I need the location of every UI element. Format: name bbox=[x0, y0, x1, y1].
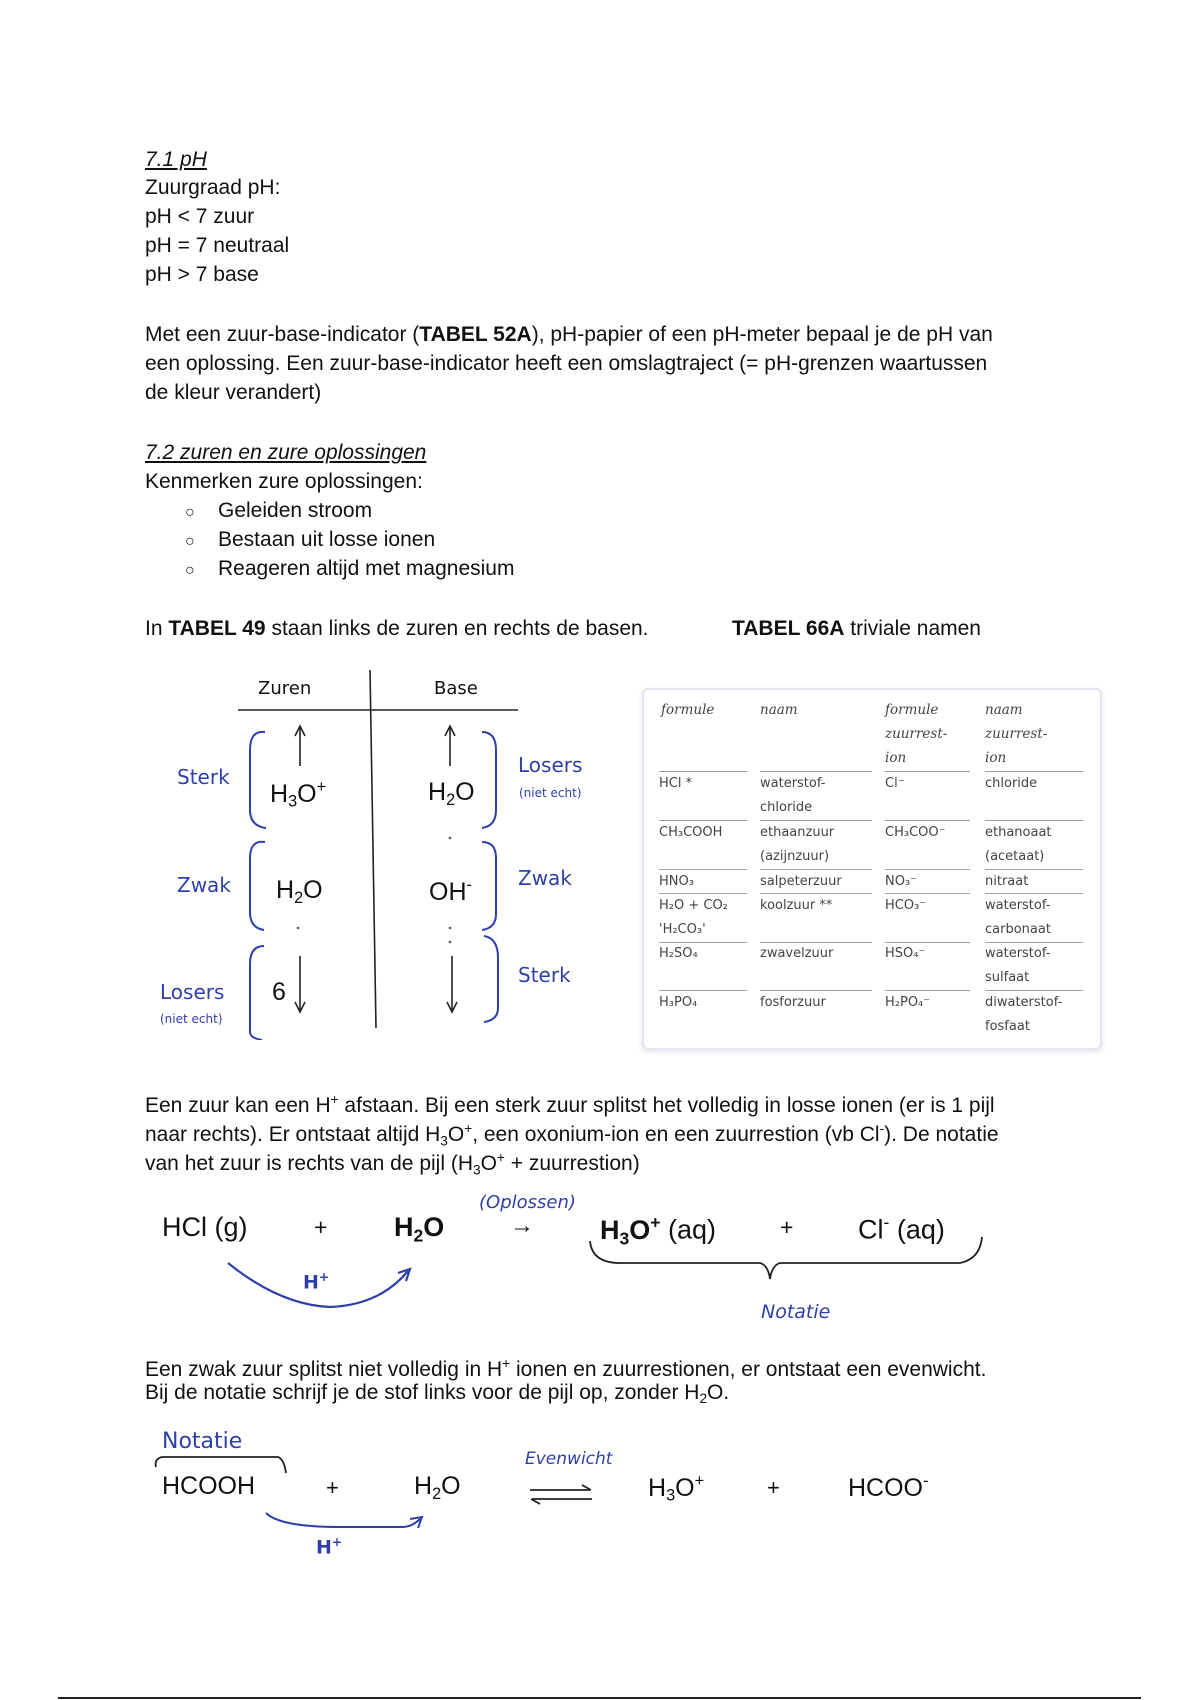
reaction1-product-chloride bbox=[858, 1212, 945, 1246]
table-header: naam bbox=[985, 702, 1023, 718]
label-niet-echt: (niet echt) bbox=[519, 786, 582, 800]
text-run: Bij de notatie schrijf je de stof links voor de pijl op, zonder H bbox=[145, 1381, 700, 1404]
indicator-paragraph-line: een oplossing. Een zuur-base-indicator heeft een omslagtraject (= pH-grenzen waartussen bbox=[145, 352, 988, 375]
table-cell: waterstof- bbox=[760, 776, 826, 791]
formula-part: H bbox=[394, 1212, 414, 1242]
reaction-arrow-icon: → bbox=[510, 1212, 534, 1239]
list-item bbox=[145, 496, 372, 527]
table-cell: NO₃⁻ bbox=[885, 874, 918, 889]
table-header: ion bbox=[885, 750, 907, 766]
formula-part: H bbox=[276, 876, 295, 904]
formula-part: H bbox=[648, 1473, 667, 1502]
table-cell: zwavelzuur bbox=[760, 946, 834, 961]
label-zwak-zuur: Zwak bbox=[177, 873, 231, 897]
indicator-paragraph-line: de kleur verandert) bbox=[145, 381, 322, 404]
list-item bbox=[145, 554, 514, 585]
subscript: 2 bbox=[294, 888, 304, 907]
subscript: 3 bbox=[472, 1162, 481, 1178]
table-66a bbox=[642, 688, 1102, 1050]
table-cell: waterstof- bbox=[985, 946, 1051, 961]
text-run: afstaan. Bij een sterk zuur splitst het volledig in losse ionen (er is 1 pijl bbox=[338, 1094, 995, 1118]
table-cell: fosfaat bbox=[985, 1019, 1030, 1034]
superscript: - bbox=[883, 1212, 890, 1232]
formula-part: H bbox=[270, 779, 289, 808]
list-item bbox=[145, 525, 435, 556]
table-cell: salpeterzuur bbox=[760, 874, 842, 889]
text-run: Een zuur kan een H bbox=[145, 1094, 331, 1118]
table-cell: (acetaat) bbox=[985, 849, 1045, 864]
formula-part: (aq) bbox=[889, 1214, 945, 1245]
kenmerken-intro: Kenmerken zure oplossingen: bbox=[145, 470, 423, 493]
formula-part: O bbox=[423, 1212, 445, 1242]
formula-part: O bbox=[303, 876, 323, 904]
weak-acid-paragraph-line bbox=[145, 1378, 729, 1413]
table-cell: diwaterstof- bbox=[985, 995, 1063, 1010]
reaction2-product-formate bbox=[848, 1472, 928, 1503]
formula-part: O bbox=[441, 1472, 461, 1500]
table-header: formule bbox=[885, 702, 939, 718]
superscript: + bbox=[316, 778, 327, 796]
ph-line: pH > 7 base bbox=[145, 263, 259, 286]
table-cell: carbonaat bbox=[985, 922, 1051, 937]
reaction1-water bbox=[394, 1212, 444, 1246]
tabel66-line bbox=[732, 614, 981, 643]
table-cell: H₂PO₄⁻ bbox=[885, 995, 931, 1010]
table-cell: fosforzuur bbox=[760, 995, 826, 1010]
list-item-text: Reageren altijd met magnesium bbox=[218, 557, 515, 580]
table-cell: HSO₄⁻ bbox=[885, 946, 926, 961]
tabel49-line bbox=[145, 614, 649, 643]
table-cell: 'H₂CO₃' bbox=[659, 922, 706, 937]
formula-part: H bbox=[316, 1536, 332, 1559]
text-run: + zuurrestion) bbox=[504, 1152, 640, 1176]
table-header: naam bbox=[760, 702, 798, 718]
text-run: triviale namen bbox=[844, 617, 981, 640]
subscript: 2 bbox=[446, 790, 456, 809]
superscript: - bbox=[923, 1472, 929, 1490]
reaction1-reactant: HCl (g) bbox=[162, 1212, 248, 1242]
plus-sign: + bbox=[780, 1214, 794, 1240]
formula-part: H bbox=[600, 1214, 620, 1245]
plus-sign: + bbox=[314, 1214, 328, 1240]
label-sterk-base: Sterk bbox=[518, 963, 571, 987]
ph-line: pH = 7 neutraal bbox=[145, 234, 290, 257]
reaction2-water bbox=[414, 1472, 461, 1504]
text-run: O bbox=[480, 1152, 497, 1176]
text-run: staan links de zuren en rechts de basen. bbox=[265, 617, 649, 640]
formula-part: O bbox=[455, 778, 475, 806]
table-cell: CH₃COOH bbox=[659, 825, 723, 840]
subscript: 3 bbox=[666, 1486, 676, 1505]
text-run: , een oxonium-ion en een zuurrestion (vb Cl bbox=[472, 1123, 880, 1147]
superscript: - bbox=[879, 1121, 885, 1136]
table-cell: HCO₃⁻ bbox=[885, 898, 927, 913]
page-footer-divider bbox=[58, 1697, 1141, 1699]
formula-weakest-acid: 6 bbox=[272, 978, 286, 1006]
list-item-text: Bestaan uit losse ionen bbox=[218, 528, 436, 551]
table-header: zuurrest- bbox=[885, 726, 948, 742]
reaction2-product-oxonium bbox=[648, 1472, 704, 1506]
superscript: + bbox=[502, 1356, 511, 1371]
section-heading-zuren: 7.2 zuren en zure oplossingen bbox=[145, 441, 427, 464]
text-run: ionen en zuurrestionen, er ontstaat een evenwicht. bbox=[510, 1358, 987, 1382]
superscript: + bbox=[650, 1212, 661, 1232]
subscript: 3 bbox=[440, 1133, 448, 1149]
subscript: 2 bbox=[432, 1484, 442, 1503]
plus-sign: + bbox=[326, 1475, 339, 1500]
table-cell: H₂O + CO₂ bbox=[659, 898, 728, 913]
reaction1-h-transfer bbox=[303, 1270, 329, 1293]
formula-part: H bbox=[414, 1472, 433, 1500]
subscript: 3 bbox=[619, 1227, 630, 1248]
label-sterk-zuur: Sterk bbox=[177, 765, 230, 789]
table-cell: koolzuur ** bbox=[760, 898, 833, 913]
column-header-zuren: Zuren bbox=[258, 678, 312, 699]
text-run: ). De notatie bbox=[884, 1123, 999, 1147]
formula-water-base bbox=[428, 778, 475, 810]
superscript: + bbox=[694, 1472, 705, 1490]
superscript: + bbox=[331, 1535, 343, 1549]
table-header: ion bbox=[985, 750, 1007, 766]
formula-part: H bbox=[303, 1271, 319, 1294]
table-cell: H₃PO₄ bbox=[659, 995, 698, 1010]
column-header-base: Base bbox=[434, 678, 478, 699]
reaction1-notatie-label: Notatie bbox=[761, 1301, 831, 1323]
text-run: In bbox=[145, 617, 169, 640]
table-reference: TABEL 49 bbox=[168, 617, 266, 640]
text-run: O bbox=[447, 1123, 465, 1147]
bullet-icon: ○ bbox=[185, 504, 195, 521]
formula-part: O bbox=[297, 779, 317, 808]
formula-part: H bbox=[428, 778, 447, 806]
label-niet-echt: (niet echt) bbox=[160, 1012, 223, 1026]
list-item-text: Geleiden stroom bbox=[218, 499, 373, 522]
ph-line: Zuurgraad pH: bbox=[145, 176, 281, 199]
formula-oxonium bbox=[270, 778, 326, 812]
table-cell: H₂SO₄ bbox=[659, 946, 698, 961]
label-losers-base: Losers bbox=[518, 753, 583, 777]
formula-part: O bbox=[675, 1473, 695, 1502]
table-reference: TABEL 66A bbox=[732, 617, 845, 640]
text-run: naar rechts). Er ontstaat altijd H bbox=[145, 1123, 441, 1147]
formula-part: (aq) bbox=[660, 1214, 717, 1245]
table-cell: chloride bbox=[760, 800, 813, 815]
superscript: + bbox=[318, 1270, 330, 1284]
superscript: + bbox=[464, 1121, 473, 1136]
strong-acid-paragraph-line bbox=[145, 1143, 640, 1184]
table-header: formule bbox=[661, 702, 715, 718]
subscript: 3 bbox=[288, 792, 298, 811]
label-losers-zuur: Losers bbox=[160, 980, 225, 1004]
plus-sign: + bbox=[767, 1475, 780, 1500]
text-run: O. bbox=[707, 1381, 730, 1404]
text-run: Een zwak zuur splitst niet volledig in H bbox=[145, 1358, 503, 1382]
reaction2-h-transfer bbox=[316, 1535, 342, 1558]
ph-line: pH < 7 zuur bbox=[145, 205, 255, 228]
formula-part: Cl bbox=[858, 1214, 884, 1245]
bullet-icon: ○ bbox=[185, 562, 195, 579]
subscript: 2 bbox=[413, 1225, 424, 1246]
formula-hydroxide bbox=[429, 876, 472, 907]
superscript: + bbox=[330, 1092, 339, 1107]
table-cell: HCl * bbox=[659, 776, 693, 791]
formula-part: OH bbox=[429, 877, 467, 906]
reaction2-notatie-label: Notatie bbox=[162, 1429, 243, 1454]
superscript: - bbox=[466, 876, 472, 894]
table-cell: HNO₃ bbox=[659, 874, 694, 889]
table-cell: Cl⁻ bbox=[885, 776, 905, 791]
reaction2-condition: Evenwicht bbox=[525, 1449, 613, 1469]
label-zwak-base: Zwak bbox=[518, 866, 572, 890]
reaction2-reactant: HCOOH bbox=[162, 1472, 256, 1500]
text-run: Met een zuur-base-indicator ( bbox=[145, 323, 420, 346]
table-cell: ethaanzuur bbox=[760, 825, 835, 840]
table-reference: TABEL 52A bbox=[419, 323, 532, 346]
formula-part: O bbox=[629, 1214, 651, 1245]
formula-part: HCOO bbox=[848, 1473, 923, 1502]
indicator-paragraph-line bbox=[145, 320, 993, 349]
table-cell: chloride bbox=[985, 776, 1038, 791]
table-cell: ethanoaat bbox=[985, 825, 1052, 840]
table-cell: (azijnzuur) bbox=[760, 849, 830, 864]
superscript: + bbox=[496, 1150, 505, 1165]
text-run: van het zuur is rechts van de pijl (H bbox=[145, 1152, 473, 1176]
table-header: zuurrest- bbox=[985, 726, 1048, 742]
text-run: ), pH-papier of een pH-meter bepaal je de pH van bbox=[531, 323, 993, 346]
bullet-icon: ○ bbox=[185, 533, 195, 550]
table-cell: waterstof- bbox=[985, 898, 1051, 913]
table-cell: CH₃COO⁻ bbox=[885, 825, 946, 840]
formula-water-acid bbox=[276, 876, 323, 908]
reaction1-product-oxonium bbox=[600, 1212, 716, 1249]
subscript: 2 bbox=[699, 1391, 708, 1407]
table-cell: nitraat bbox=[985, 874, 1029, 889]
table-cell: sulfaat bbox=[985, 970, 1030, 985]
reaction1-condition: (Oplossen) bbox=[479, 1192, 576, 1213]
section-heading-ph: 7.1 pH bbox=[145, 148, 207, 171]
